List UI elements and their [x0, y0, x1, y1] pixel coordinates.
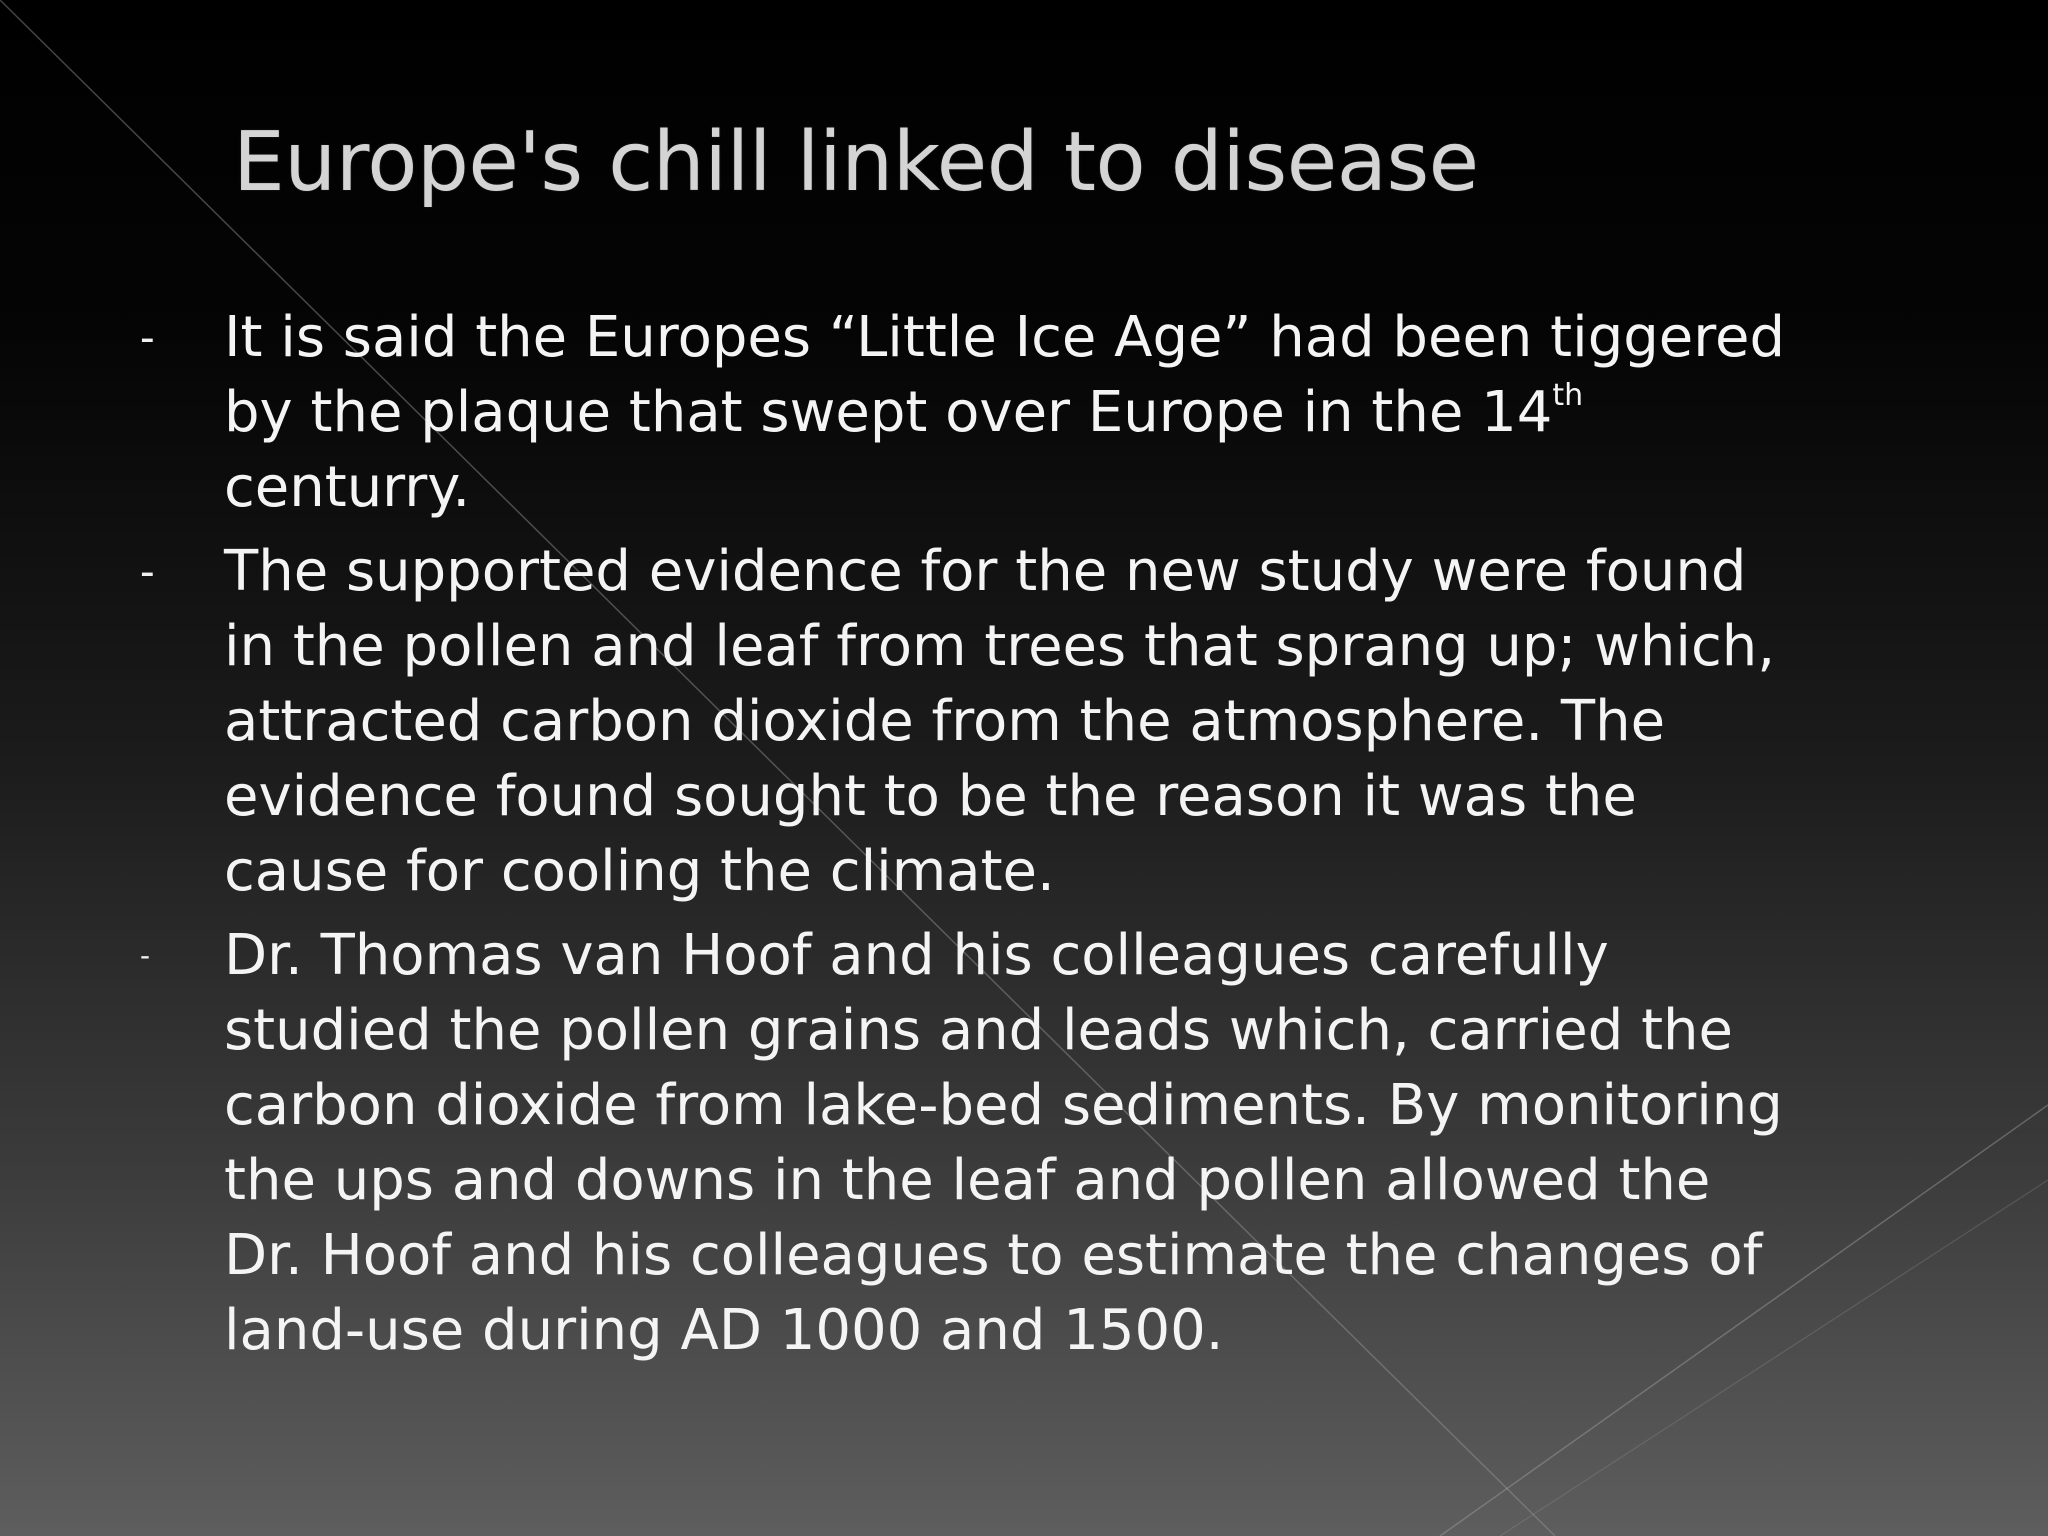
bullet-marker: - — [140, 313, 155, 362]
bullet-item — [0, 534, 2048, 909]
bullet-text — [224, 918, 1954, 1368]
bullet-line: attracted carbon dioxide from the atmosphere. The — [224, 689, 1666, 754]
bullet-item — [0, 918, 2048, 1368]
bullet-item — [0, 300, 2048, 525]
bullet-line: cause for cooling the climate. — [224, 839, 1055, 904]
bullet-marker: - — [140, 547, 155, 596]
bullet-line: carbon dioxide from lake-bed sediments. By monitoring — [224, 1073, 1783, 1138]
bullet-text — [224, 300, 1954, 525]
bullet-line: It is said the Europes “Little Ice Age” had been tiggered — [224, 305, 1786, 370]
bullet-line: the ups and downs in the leaf and pollen allowed the — [224, 1148, 1711, 1213]
bullet-line: Dr. Thomas van Hoof and his colleagues carefully — [224, 923, 1609, 988]
bullet-line: The supported evidence for the new study were found — [224, 539, 1747, 604]
bullet-text — [224, 534, 1954, 909]
ordinal-superscript: th — [1552, 378, 1584, 413]
bullet-line: Dr. Hoof and his colleagues to estimate the changes of — [224, 1223, 1763, 1288]
bullet-line: evidence found sought to be the reason it was the — [224, 764, 1637, 829]
bullet-line: in the pollen and leaf from trees that sprang up; which, — [224, 614, 1776, 679]
bullet-line: land-use during AD 1000 and 1500. — [224, 1298, 1224, 1363]
bullet-marker: - — [140, 939, 150, 972]
bullet-list — [0, 300, 2048, 1377]
bullet-line-text: by the plaque that swept over Europe in the 14 — [224, 380, 1553, 445]
bullet-line — [224, 375, 1954, 450]
slide-title: Europe's chill linked to disease — [233, 115, 1479, 210]
bullet-line: centurry. — [224, 455, 471, 520]
bullet-line: studied the pollen grains and leads which, carried the — [224, 998, 1733, 1063]
